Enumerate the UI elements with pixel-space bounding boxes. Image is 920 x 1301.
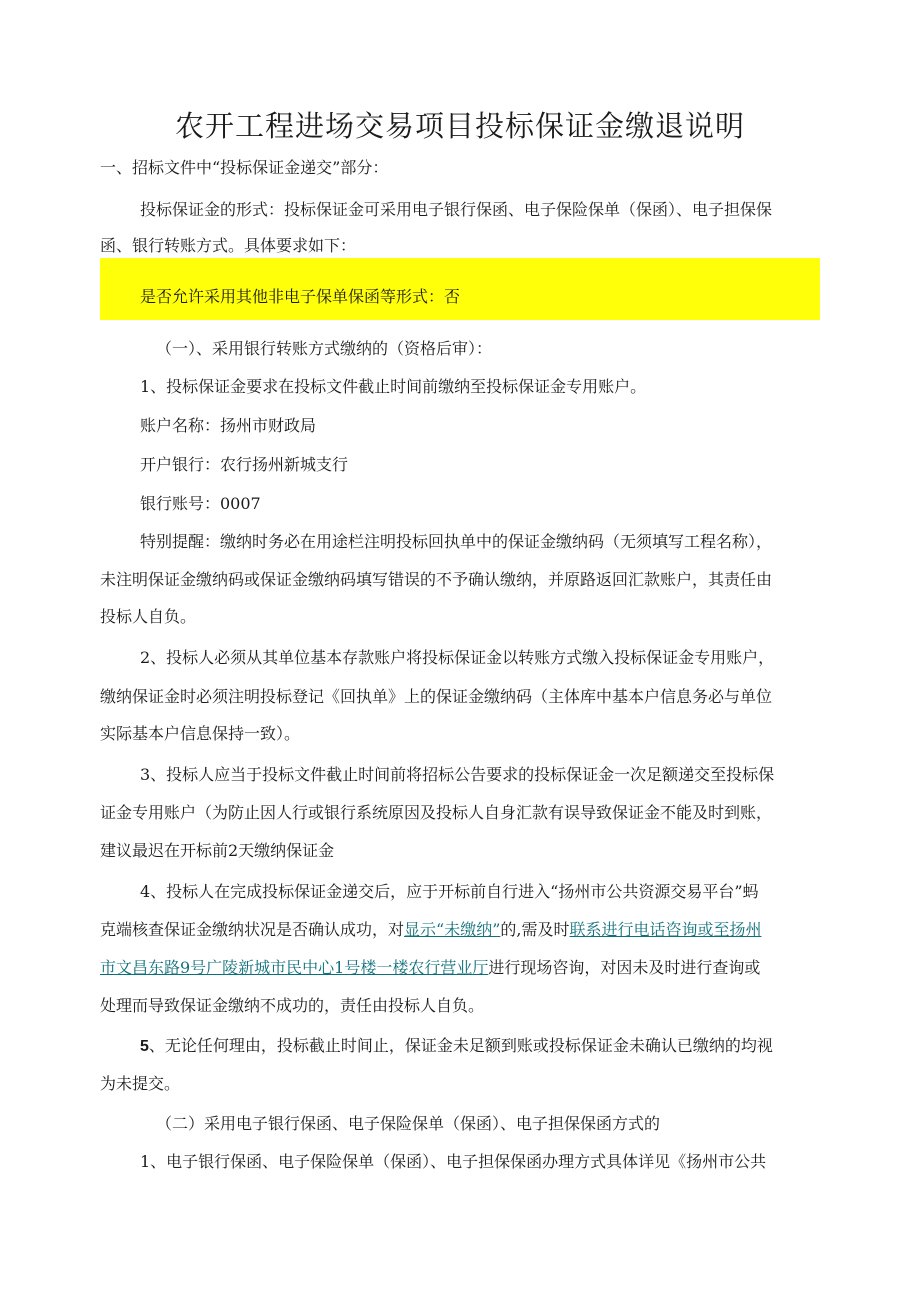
reminder-line3: 投标人自负。 [100,607,197,626]
form-text-line1: 投标保证金的形式：投标保证金可采用电子银行保函、电子保险保单（保函）、电子担保保 [140,200,773,219]
item5-line2: 为未提交。 [100,1074,181,1093]
sub2-item1: 1、电子银行保函、电子保险保单（保函）、电子担保保函办理方式具体详见《扬州市公共 [140,1152,767,1171]
item3-line1: 3、投标人应当于投标文件截止时间前将招标公告要求的投标保证金一次足额递交至投标保 [140,765,775,784]
sub1-heading: （一）、采用银行转账方式缴纳的（资格后审）： [156,339,493,358]
item3-line2: 证金专用账户（为防止因人行或银行系统原因及投标人自身汇款有误导致保证金不能及时到账， [100,803,773,822]
reminder-line2: 未注明保证金缴纳码或保证金缴纳码填写错误的不予确认缴纳，并原路返回汇款账户，其责任由 [100,570,773,589]
highlight-text: 是否允许采用其他非电子保单保函等形式：否 [140,287,461,306]
item4-line4: 处理而导致保证金缴纳不成功的，责任由投标人自负。 [100,996,485,1015]
item3-line3: 建议最迟在开标前2天缴纳保证金 [100,841,335,860]
document-title: 农开工程进场交易项目投标保证金缴退说明 [174,109,745,143]
unpaid-status-link[interactable]: 显示“未缴纳” [404,920,501,939]
item4-line3 [100,957,760,979]
bank-name: 开户银行：农行扬州新城支行 [140,455,349,474]
sub2-heading: （二）采用电子银行保函、电子保险保单（保函）、电子担保保函方式的 [156,1114,661,1133]
account-name: 账户名称：扬州市财政局 [140,416,317,435]
item4-line2-text2: 的,需及时 [500,920,570,939]
item5-number: 5 [140,1038,149,1055]
item2-line2: 缴纳保证金时必须注明投标登记《回执单》上的保证金缴纳码（主体库中基本户信息务必与单位 [100,687,773,706]
item5-line1-text: 、无论任何理由，投标截止时间止，保证金未足额到账或投标保证金未确认已缴纳的均视 [148,1036,773,1055]
item4-line2 [100,919,762,941]
item2-line1: 2、投标人必须从其单位基本存款账户将投标保证金以转账方式缴入投标保证金专用账户， [140,648,775,667]
item4-line2-text: 克端核查保证金缴纳状况是否确认成功，对 [100,920,405,939]
item4-line3-text: 进行现场咨询，对因未及时进行查询或 [488,958,761,977]
bank-address-link[interactable]: 市文昌东路9号广陵新城市民中心1号楼一楼农行营业厅 [100,958,489,977]
item1-text: 1、投标保证金要求在投标文件截止时间前缴纳至投标保证金专用账户。 [140,377,647,396]
reminder-line1: 特别提醒：缴纳时务必在用途栏注明投标回执单中的保证金缴纳码（无须填写工程名称）， [140,532,773,551]
contact-consult-link[interactable]: 联系进行电话咨询或至扬州 [569,920,762,939]
item4-line1: 4、投标人在完成投标保证金递交后，应于开标前自行进入“扬州市公共资源交易平台”蚂 [140,882,759,901]
item2-line3: 实际基本户信息保持一致）。 [100,724,301,743]
item5-line1 [140,1035,773,1058]
section1-heading: 一、招标文件中“投标保证金递交”部分： [100,158,389,177]
form-text-line2: 函、银行转账方式。具体要求如下： [100,236,357,255]
account-number: 银行账号：0007 [140,494,261,513]
